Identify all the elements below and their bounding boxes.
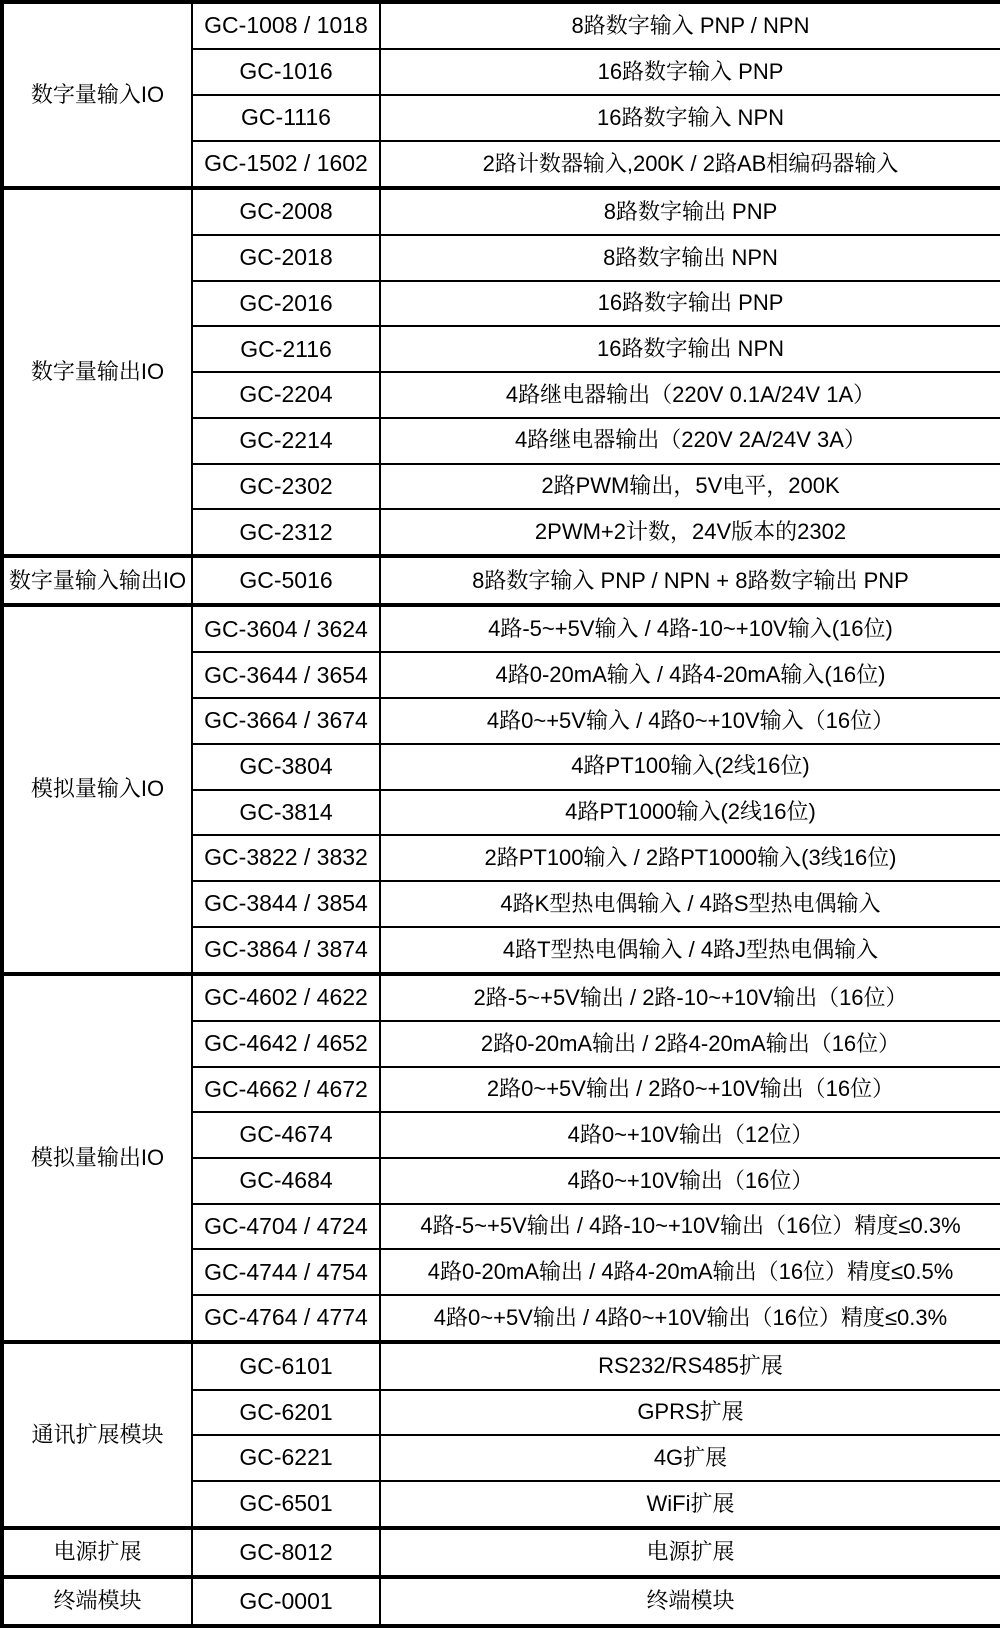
description-cell: 4路-5~+5V输入 / 4路-10~+10V输入(16位) — [380, 605, 1000, 652]
model-cell: GC-4704 / 4724 — [192, 1204, 380, 1250]
model-cell: GC-2008 — [192, 188, 380, 235]
category-cell: 电源扩展 — [2, 1528, 192, 1577]
description-cell: 4路0~+10V输出（12位） — [380, 1112, 1000, 1158]
category-cell: 模拟量输入IO — [2, 605, 192, 974]
description-cell: 2路-5~+5V输出 / 2路-10~+10V输出（16位） — [380, 974, 1000, 1021]
table-body — [2, 2, 1000, 1626]
description-cell: 16路数字输入 PNP — [380, 49, 1000, 95]
model-cell: GC-6501 — [192, 1481, 380, 1528]
description-cell: 4路PT1000输入(2线16位) — [380, 790, 1000, 836]
model-cell: GC-3844 / 3854 — [192, 881, 380, 927]
description-cell: WiFi扩展 — [380, 1481, 1000, 1528]
description-cell: 2路计数器输入,200K / 2路AB相编码器输入 — [380, 141, 1000, 188]
description-cell: 8路数字输入 PNP / NPN + 8路数字输出 PNP — [380, 556, 1000, 605]
description-cell: 4路0-20mA输入 / 4路4-20mA输入(16位) — [380, 652, 1000, 698]
description-cell: 2路PWM输出，5V电平，200K — [380, 464, 1000, 510]
description-cell: 4路继电器输出（220V 2A/24V 3A） — [380, 418, 1000, 464]
model-cell: GC-3822 / 3832 — [192, 835, 380, 881]
description-cell: 4路-5~+5V输出 / 4路-10~+10V输出（16位）精度≤0.3% — [380, 1204, 1000, 1250]
description-cell: 4路T型热电偶输入 / 4路J型热电偶输入 — [380, 927, 1000, 974]
model-cell: GC-4642 / 4652 — [192, 1021, 380, 1067]
model-cell: GC-1502 / 1602 — [192, 141, 380, 188]
model-cell: GC-6201 — [192, 1390, 380, 1436]
description-cell: 4路0~+5V输入 / 4路0~+10V输入（16位） — [380, 698, 1000, 744]
model-cell: GC-6221 — [192, 1435, 380, 1481]
model-cell: GC-2116 — [192, 326, 380, 372]
description-cell: 16路数字输出 PNP — [380, 281, 1000, 327]
description-cell: 2PWM+2计数，24V版本的2302 — [380, 509, 1000, 556]
model-cell: GC-2302 — [192, 464, 380, 510]
description-cell: GPRS扩展 — [380, 1390, 1000, 1436]
table-row — [2, 556, 1000, 605]
description-cell: 16路数字输出 NPN — [380, 326, 1000, 372]
model-cell: GC-6101 — [192, 1342, 380, 1389]
model-cell: GC-2204 — [192, 372, 380, 418]
model-cell: GC-1116 — [192, 95, 380, 141]
description-cell: 4路0~+5V输出 / 4路0~+10V输出（16位）精度≤0.3% — [380, 1295, 1000, 1342]
table-row — [2, 1342, 1000, 1389]
model-cell: GC-2312 — [192, 509, 380, 556]
category-cell: 数字量输入输出IO — [2, 556, 192, 605]
model-cell: GC-4684 — [192, 1158, 380, 1204]
model-cell: GC-2214 — [192, 418, 380, 464]
model-cell: GC-4662 / 4672 — [192, 1067, 380, 1113]
model-cell: GC-2018 — [192, 235, 380, 281]
description-cell: 4路0~+10V输出（16位） — [380, 1158, 1000, 1204]
model-cell: GC-3864 / 3874 — [192, 927, 380, 974]
description-cell: 16路数字输入 NPN — [380, 95, 1000, 141]
model-cell: GC-1008 / 1018 — [192, 2, 380, 49]
model-cell: GC-3814 — [192, 790, 380, 836]
description-cell: 电源扩展 — [380, 1528, 1000, 1577]
description-cell: 8路数字输入 PNP / NPN — [380, 2, 1000, 49]
model-cell: GC-3604 / 3624 — [192, 605, 380, 652]
model-cell: GC-8012 — [192, 1528, 380, 1577]
table-row — [2, 1528, 1000, 1577]
model-cell: GC-3664 / 3674 — [192, 698, 380, 744]
table-row — [2, 2, 1000, 49]
table-row — [2, 1577, 1000, 1626]
description-cell: 2路0-20mA输出 / 2路4-20mA输出（16位） — [380, 1021, 1000, 1067]
model-cell: GC-3804 — [192, 744, 380, 790]
description-cell: 4路继电器输出（220V 0.1A/24V 1A） — [380, 372, 1000, 418]
model-cell: GC-2016 — [192, 281, 380, 327]
description-cell: 4路K型热电偶输入 / 4路S型热电偶输入 — [380, 881, 1000, 927]
model-cell: GC-5016 — [192, 556, 380, 605]
description-cell: 8路数字输出 NPN — [380, 235, 1000, 281]
model-cell: GC-4744 / 4754 — [192, 1249, 380, 1295]
table-row — [2, 974, 1000, 1021]
category-cell: 通讯扩展模块 — [2, 1342, 192, 1528]
description-cell: 4路0-20mA输出 / 4路4-20mA输出（16位）精度≤0.5% — [380, 1249, 1000, 1295]
description-cell: 终端模块 — [380, 1577, 1000, 1626]
description-cell: 2路PT100输入 / 2路PT1000输入(3线16位) — [380, 835, 1000, 881]
category-cell: 模拟量输出IO — [2, 974, 192, 1343]
table-row — [2, 605, 1000, 652]
description-cell: 8路数字输出 PNP — [380, 188, 1000, 235]
description-cell: 4路PT100输入(2线16位) — [380, 744, 1000, 790]
model-cell: GC-0001 — [192, 1577, 380, 1626]
category-cell: 终端模块 — [2, 1577, 192, 1626]
model-cell: GC-4764 / 4774 — [192, 1295, 380, 1342]
category-cell: 数字量输出IO — [2, 188, 192, 557]
model-cell: GC-4602 / 4622 — [192, 974, 380, 1021]
description-cell: RS232/RS485扩展 — [380, 1342, 1000, 1389]
model-cell: GC-3644 / 3654 — [192, 652, 380, 698]
model-cell: GC-4674 — [192, 1112, 380, 1158]
category-cell: 数字量输入IO — [2, 2, 192, 188]
description-cell: 4G扩展 — [380, 1435, 1000, 1481]
description-cell: 2路0~+5V输出 / 2路0~+10V输出（16位） — [380, 1067, 1000, 1113]
table-row — [2, 188, 1000, 235]
model-cell: GC-1016 — [192, 49, 380, 95]
